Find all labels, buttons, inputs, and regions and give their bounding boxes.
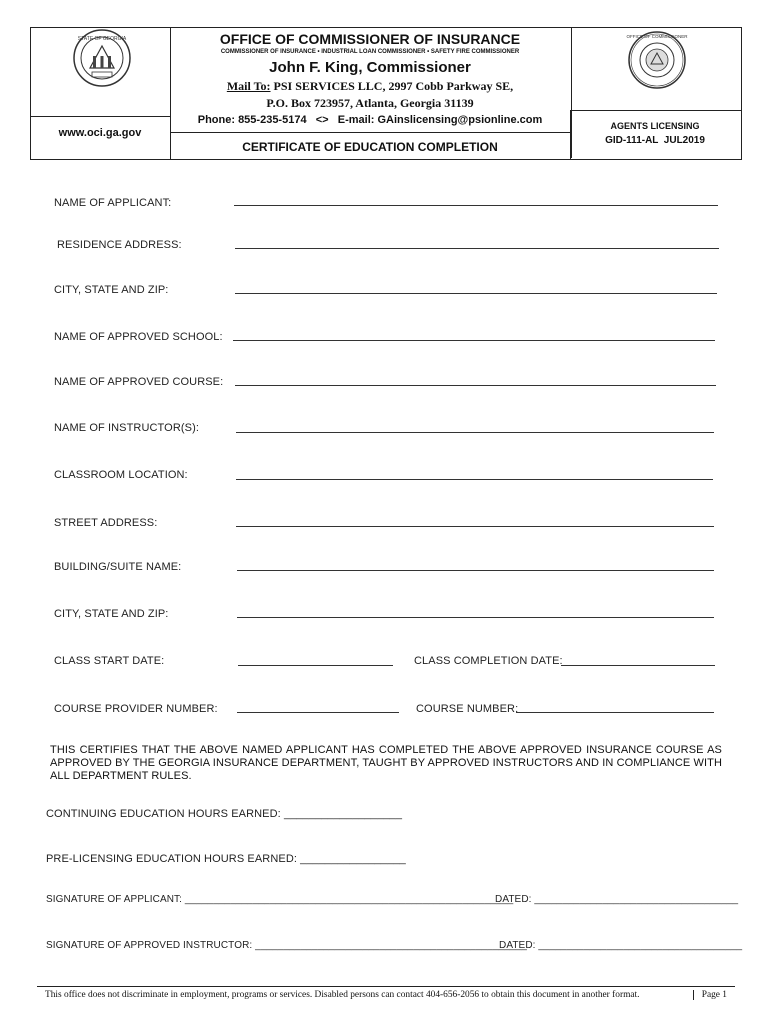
course-number-field[interactable] xyxy=(516,712,714,713)
prelicensing-education-hours[interactable]: PRE-LICENSING EDUCATION HOURS EARNED: _________________ xyxy=(46,853,406,865)
mail-to-address: PSI SERVICES LLC, 2997 Cobb Parkway SE, xyxy=(273,79,514,93)
class-start-date-field[interactable] xyxy=(238,665,393,666)
city-state-zip-2-field[interactable] xyxy=(237,617,714,618)
course-provider-number-field[interactable] xyxy=(237,712,399,713)
agents-licensing-label: AGENTS LICENSING xyxy=(610,121,700,131)
signature-of-applicant[interactable]: SIGNATURE OF APPLICANT: __________________________________________________________ xyxy=(46,894,514,905)
approved-school-label: NAME OF APPROVED SCHOOL: xyxy=(54,331,223,343)
name-of-applicant-label: NAME OF APPLICANT: xyxy=(54,197,172,209)
phone-email: Phone: 855-235-5174 <> E-mail: GAinslicensing@psionline.com xyxy=(197,114,543,126)
course-number-label: COURSE NUMBER: xyxy=(416,703,519,715)
approved-school-field[interactable] xyxy=(233,340,715,341)
applicant-dated[interactable]: DATED: ____________________________________ xyxy=(495,894,739,905)
building-suite-label: BUILDING/SUITE NAME: xyxy=(54,561,182,573)
mail-to-label: Mail To: xyxy=(226,79,271,93)
non-discrimination-notice: This office does not discriminate in employment, programs or services. Disabled persons can contact 404-656-2056 to obtain this document in another format. xyxy=(45,990,640,1000)
city-state-zip-field[interactable] xyxy=(235,293,717,294)
name-of-applicant-field[interactable] xyxy=(234,205,718,206)
website-link[interactable]: www.oci.ga.gov xyxy=(58,127,142,139)
classroom-location-field[interactable] xyxy=(236,479,713,480)
city-state-zip-label: CITY, STATE AND ZIP: xyxy=(54,284,169,296)
class-start-date-label: CLASS START DATE: xyxy=(54,655,165,667)
commissioner-name: John F. King, Commissioner xyxy=(269,59,471,76)
residence-address-label: RESIDENCE ADDRESS: xyxy=(57,239,182,251)
building-suite-field[interactable] xyxy=(237,570,714,571)
continuing-education-hours[interactable]: CONTINUING EDUCATION HOURS EARNED: ___________________ xyxy=(46,808,403,820)
street-address-field[interactable] xyxy=(236,526,714,527)
page-number: Page 1 xyxy=(693,990,727,1000)
mail-to-line xyxy=(170,79,570,94)
svg-text:STATE OF GEORGIA: STATE OF GEORGIA xyxy=(77,36,127,42)
office-title: OFFICE OF COMMISSIONER OF INSURANCE xyxy=(219,31,521,47)
signature-of-approved-instructor[interactable]: SIGNATURE OF APPROVED INSTRUCTOR: ________________________________________________ xyxy=(46,940,527,951)
po-box: P.O. Box 723957, Atlanta, Georgia 31139 xyxy=(266,96,474,110)
approved-course-label: NAME OF APPROVED COURSE: xyxy=(54,376,224,388)
instructors-field[interactable] xyxy=(236,432,714,433)
street-address-label: STREET ADDRESS: xyxy=(54,517,158,529)
class-completion-date-field[interactable] xyxy=(561,665,715,666)
instructors-label: NAME OF INSTRUCTOR(S): xyxy=(54,422,199,434)
course-provider-number-label: COURSE PROVIDER NUMBER: xyxy=(54,703,218,715)
footer xyxy=(37,986,735,1003)
certification-statement: THIS CERTIFIES THAT THE ABOVE NAMED APPLICANT HAS COMPLETED THE ABOVE APPROVED INSURANCE COURSE AS APPROVED BY THE GEORGIA INSURANCE DEPARTMENT, TAUGHT BY APPROVED INSTRUCTORS AND IN COMPLIANCE WITH ALL DEPARTMENT RULES. xyxy=(50,744,722,782)
instructor-dated[interactable]: DATED: ____________________________________ xyxy=(499,940,743,951)
form-title: CERTIFICATE OF EDUCATION COMPLETION xyxy=(242,140,498,154)
georgia-state-seal-icon xyxy=(72,28,132,88)
svg-text:OFFICE OF COMMISSIONER: OFFICE OF COMMISSIONER xyxy=(626,34,688,39)
residence-address-field[interactable] xyxy=(235,248,719,249)
office-subtitle: COMMISSIONER OF INSURANCE • INDUSTRIAL LOAN COMMISSIONER • SAFETY FIRE COMMISSIONER xyxy=(220,49,520,55)
class-completion-date-label: CLASS COMPLETION DATE: xyxy=(414,655,563,667)
city-state-zip-2-label: CITY, STATE AND ZIP: xyxy=(54,608,169,620)
classroom-location-label: CLASSROOM LOCATION: xyxy=(54,469,188,481)
approved-course-field[interactable] xyxy=(235,385,716,386)
form-code: GID-111-AL JUL2019 xyxy=(605,135,705,146)
office-commissioner-seal-icon xyxy=(627,30,687,90)
